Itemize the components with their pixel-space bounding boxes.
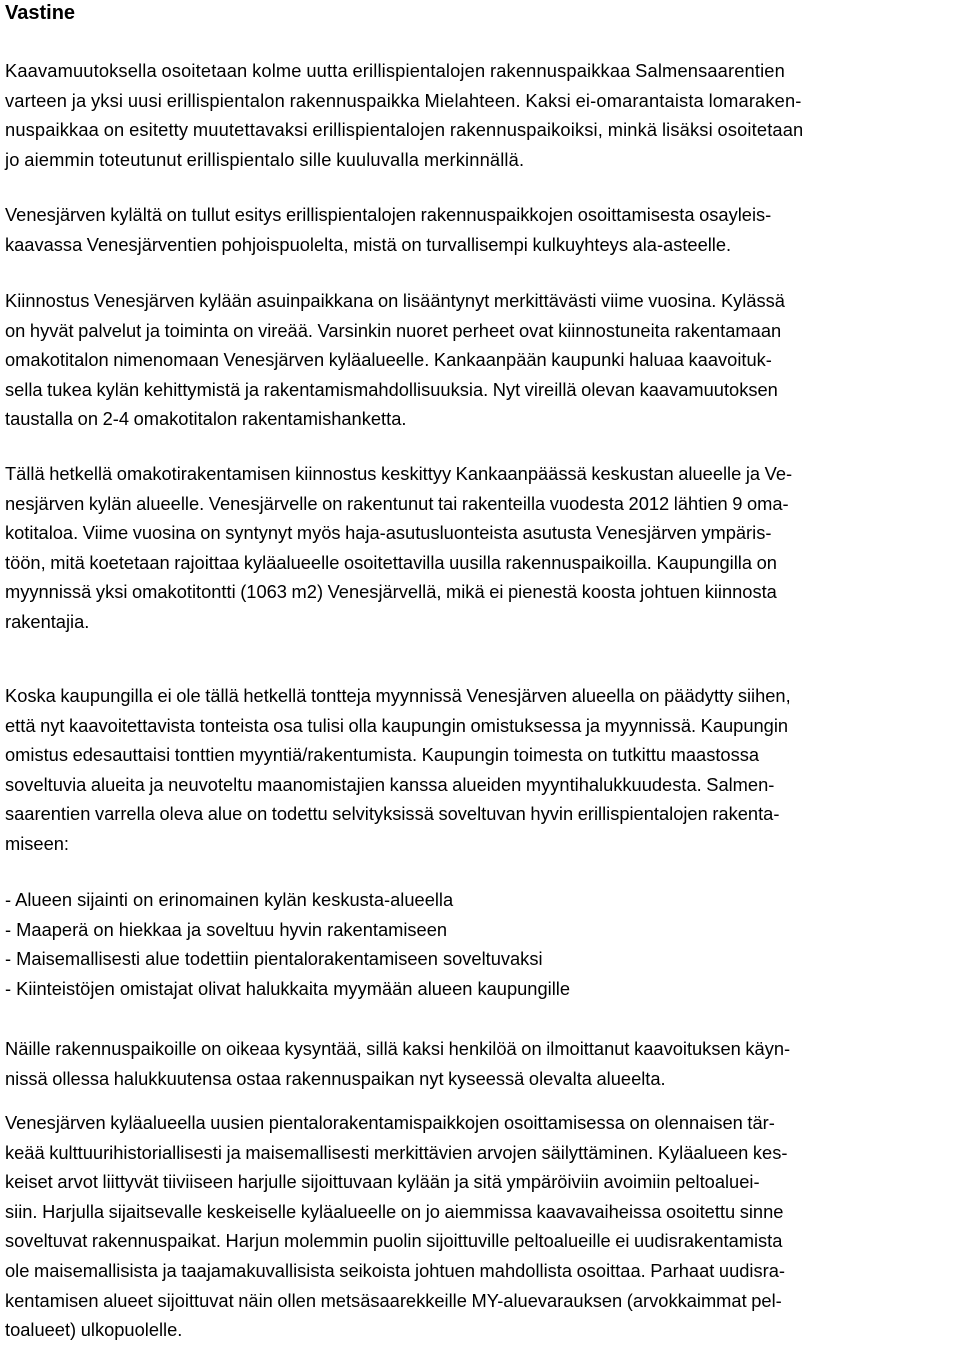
text-line: keiset arvot liittyvät tiiviiseen harjulle sijoittuvaan kylään ja sitä ympäröiviin avoimiin peltoaluei-	[5, 1171, 760, 1193]
paragraph-city-plots	[5, 681, 791, 859]
document-title: Vastine	[5, 2, 76, 24]
text-line: on hyvät palvelut ja toiminta on vireää. Varsinkin nuoret perheet ovat kiinnostuneita rakentamaan	[5, 319, 782, 341]
text-line: jo aiemmin toteutunut erillispientalo sille kuuluvalla merkinnällä.	[5, 148, 525, 170]
list-item: - Maisemallisesti alue todettiin pientalorakentamiseen soveltuvaksi	[5, 948, 543, 970]
paragraph-current-situation	[5, 459, 792, 637]
text-line: nesjärven kylän alueelle. Venesjärvelle on rakentunut tai rakenteilla vuodesta 2012 lähtien 9 oma-	[5, 492, 789, 514]
text-line: myynnissä yksi omakotitontti (1063 m2) Venesjärvellä, mikä ei pienestä koosta johtuen kiinnosta	[5, 581, 777, 603]
list-item: - Maaperä on hiekkaa ja soveltuu hyvin rakentamiseen	[5, 918, 448, 940]
text-line: soveltuvia alueita ja neuvoteltu maanomistajien kanssa alueiden myyntihalukkuudesta. Salmen-	[5, 773, 775, 795]
text-line: omakotitalon nimenomaan Venesjärven kyläalueelle. Kankaanpään kaupunki haluaa kaavoituk-	[5, 349, 772, 371]
text-line: ole maisemallisista ja taajamakuvallisista seikoista johtuen mahdollista osoittaa. Parhaat uudisra-	[5, 1259, 785, 1281]
text-line: Koska kaupungilla ei ole tällä hetkellä tontteja myynnissä Venesjärven alueella on päädytty siihen,	[5, 685, 791, 706]
text-line: toalueet) ulkopuolelle.	[5, 1319, 183, 1341]
paragraph-plan-change	[5, 56, 803, 174]
text-line: Venesjärven kylältä on tullut esitys erillispientalojen rakennuspaikkojen osoittamisesta osayleis-	[5, 204, 772, 225]
text-line: varteen ja yksi uusi erillispientalon rakennuspaikka Mielahteen. Kaksi ei-omarantaista lomaraken-	[5, 89, 802, 111]
paragraph-village-proposal	[5, 200, 771, 259]
list-item: - Kiinteistöjen omistajat olivat halukkaita myymään alueen kaupungille	[5, 977, 570, 999]
paragraph-interest	[5, 286, 785, 434]
paragraph-demand	[5, 1034, 790, 1093]
document-page	[5, 0, 955, 1341]
text-line: töön, mitä koetetaan rajoittaa kyläalueelle osoitettavilla uusilla rakennuspaikoilla. Kaupungilla on	[5, 551, 777, 573]
text-line: Kaavamuutoksella osoitetaan kolme uutta erillispientalojen rakennuspaikkaa Salmensaarentien	[5, 60, 785, 81]
text-line: Tällä hetkellä omakotirakentamisen kiinnostus keskittyy Kankaanpäässä keskustan alueelle ja Ve-	[5, 463, 793, 484]
list-item: - Alueen sijainti on erinomainen kylän keskusta-alueella	[5, 889, 454, 910]
text-line: taustalla on 2-4 omakotitalon rakentamishanketta.	[5, 408, 407, 430]
text-line: nissä ollessa halukkuutensa ostaa rakennuspaikan nyt kyseessä olevalta alueelta.	[5, 1067, 666, 1089]
text-line: Venesjärven kyläalueella uusien pientalorakentamispaikkojen osoittamisessa on olennaisen tär-	[5, 1112, 775, 1133]
text-line: soveltuvat rakennuspaikat. Harjun molemmin puolin sijoittuville peltoalueille ei uudisrakentamista	[5, 1230, 783, 1252]
text-line: omistus edesauttaisi tonttien myyntiä/rakentumista. Kaupungin toimesta on tutkittu maastossa	[5, 744, 760, 766]
text-line: kentamisen alueet sijoittuvat näin ollen metsäsaarekkeille MY-aluevarauksen (arvokkaimmat pel-	[5, 1289, 782, 1311]
text-line: keää kulttuurihistoriallisesti ja maisemallisesti merkittävien arvojen säilyttäminen. Kyläalueen kes-	[5, 1141, 788, 1163]
text-line: kotitaloa. Viime vuosina on syntynyt myös haja-asutusluonteista asutusta Venesjärven ympäris-	[5, 522, 772, 544]
text-line: nuspaikkaa on esitetty muutettavaksi erillispientalojen rakennuspaikoiksi, minkä lisäksi osoitetaan	[5, 119, 804, 141]
text-line: kaavassa Venesjärventien pohjoispuolelta, mistä on turvallisempi kulkuyhteys ala-asteelle.	[5, 233, 732, 255]
text-line: siin. Harjulla sijaitsevalle keskeiselle kyläalueelle on jo aiemmissa kaavavaiheissa osoitettu sinne	[5, 1200, 784, 1222]
text-line: että nyt kaavoitettavista tonteista osa tulisi olla kaupungin omistuksessa ja myynnissä. Kaupungin	[5, 714, 789, 736]
text-line: Kiinnostus Venesjärven kylään asuinpaikkana on lisääntynyt merkittävästi viime vuosina. Kylässä	[5, 290, 785, 311]
text-line: saarentien varrella oleva alue on todettu selvityksissä soveltuvan hyvin erillispientalojen rakenta-	[5, 803, 780, 825]
text-line: miseen:	[5, 832, 70, 854]
text-line: rakentajia.	[5, 610, 90, 632]
text-line: sella tukea kylän kehittymistä ja rakentamismahdollisuuksia. Nyt vireillä olevan kaavamuutoksen	[5, 378, 778, 400]
suitability-list	[5, 885, 570, 1003]
text-line: Näille rakennuspaikoille on oikeaa kysyntää, sillä kaksi henkilöä on ilmoittanut kaavoituksen käyn-	[5, 1038, 791, 1059]
paragraph-landscape-values	[5, 1108, 787, 1345]
